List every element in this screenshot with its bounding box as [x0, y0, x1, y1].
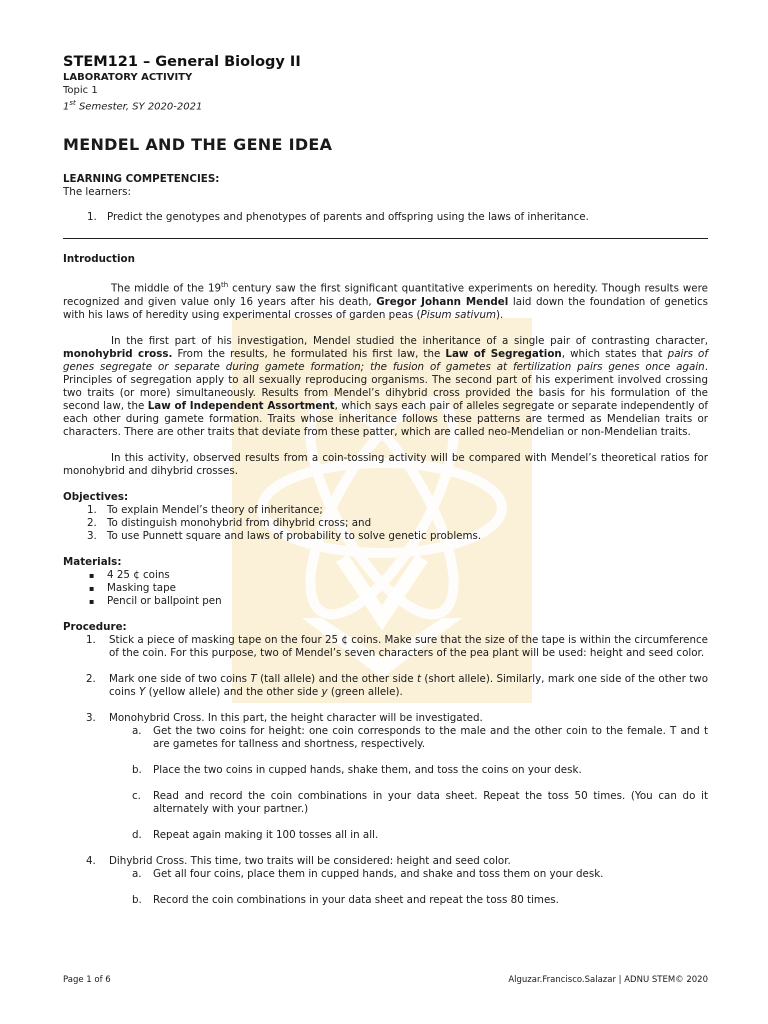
list-item: ▪ 4 25 ¢ coins: [89, 568, 170, 581]
activity-label: LABORATORY ACTIVITY: [63, 72, 193, 83]
course-title: STEM121 – General Biology II: [63, 54, 301, 70]
list-item: 2. To distinguish monohybrid from dihybrid cross; and: [87, 516, 372, 529]
list-item: a. Get all four coins, place them in cupped hands, and shake and toss them on your desk.: [132, 867, 604, 880]
page-number: Page 1 of 6: [63, 975, 111, 985]
monohybrid-substeps: [63, 725, 708, 842]
topic-label: Topic 1: [63, 85, 98, 96]
intro-paragraph-2: In the first part of his investigation, Mendel studied the inheritance of a single pair of contrasting character, monohybrid cross. From the results, he formulated his first law, the Law of Segregation, which states that pairs of genes segregate or separate during gamete formation; the fusion of gametes at fertilization pairs genes once again. Principles of segregation apply to all sexually reproducing organisms. The second part of his experiment involved crossing two traits (or more) simultaneously. Results from Mendel’s dihybrid cross provided the basis for his formulation of the second law, the Law of Independent Assortment, which says each pair of alleles segregate or separate independently of each other during gamete formation. Traits whose inheritance follows these patterns are termed as Mendelian traits or characters. There are other traits that deviate from these patter, which are called neo-Mendelian or non-Mendelian traits.: [63, 334, 708, 438]
procedure-step: 3. Monohybrid Cross. In this part, the height character will be investigated.: [86, 711, 483, 724]
competencies-list: [63, 211, 708, 224]
introduction-heading: Introduction: [63, 253, 135, 266]
document-content: [63, 54, 708, 907]
page-title: MENDEL AND THE GENE IDEA: [63, 135, 333, 155]
objectives-heading: Objectives:: [63, 490, 129, 503]
list-item: c. Read and record the coin combinations in your data sheet. Repeat the toss 50 times. (You can do it alternately with your partner.): [132, 789, 708, 815]
procedure-step: 2. Mark one side of two coins T (tall allele) and the other side t (short allele). Similarly, mark one side of the other two coins Y (yellow allele) and the other side y (green allele).: [86, 672, 708, 698]
section-divider: [63, 238, 708, 239]
dihybrid-substeps: [63, 868, 708, 907]
list-item: 3. To use Punnett square and laws of probability to solve genetic problems.: [87, 529, 482, 542]
semester-label: 1st Semester, SY 2020-2021: [63, 99, 203, 113]
materials-list: [63, 569, 708, 608]
competencies-heading: LEARNING COMPETENCIES:: [63, 173, 220, 186]
competencies-lead: The learners:: [63, 186, 131, 199]
list-item: 1. Predict the genotypes and phenotypes of parents and offspring using the laws of inheritance.: [87, 211, 589, 224]
procedure-step: 1. Stick a piece of masking tape on the four 25 ¢ coins. Make sure that the size of the tape is within the circumference of the coin. For this purpose, two of Mendel’s seven characters of the pea plant will be used: height and seed color.: [86, 633, 708, 659]
procedure-heading: Procedure:: [63, 620, 127, 633]
materials-heading: Materials:: [63, 555, 122, 568]
intro-paragraph-1: The middle of the 19th century saw the first significant quantitative experiments on heredity. Though results were recognized and given value only 16 years after his death, Gregor Johann Mendel laid down the foundation of genetics with his laws of heredity using experimental crosses of garden peas (Pisum sativum).: [63, 281, 708, 321]
procedure-step: 4. Dihybrid Cross. This time, two traits will be considered: height and seed color.: [86, 854, 511, 867]
procedure-list: [63, 634, 708, 725]
procedure-list-continued: [63, 855, 708, 868]
list-item: d. Repeat again making it 100 tosses all in all.: [132, 828, 379, 841]
list-item: ▪ Masking tape: [89, 581, 176, 594]
intro-paragraph-3: In this activity, observed results from a coin-tossing activity will be compared with Mendel’s theoretical ratios for monohybrid and dihybrid crosses.: [63, 451, 708, 477]
list-item: ▪ Pencil or ballpoint pen: [89, 594, 222, 607]
footer-credit: Alguzar.Francisco.Salazar | ADNU STEM© 2020: [508, 975, 708, 985]
list-item: 1. To explain Mendel’s theory of inheritance;: [87, 503, 323, 516]
objectives-list: [63, 504, 708, 543]
list-item: b. Place the two coins in cupped hands, shake them, and toss the coins on your desk.: [132, 763, 582, 776]
list-item: a. Get the two coins for height: one coin corresponds to the male and the other coin to the female. T and t are gametes for tallness and shortness, respectively.: [132, 724, 708, 750]
list-item: b. Record the coin combinations in your data sheet and repeat the toss 80 times.: [132, 893, 559, 906]
